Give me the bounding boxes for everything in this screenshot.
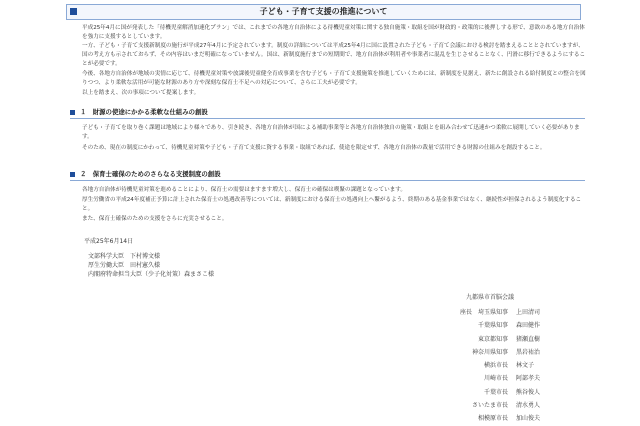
signatory-name: 黒岩祐治 (516, 348, 541, 356)
signatory-row (458, 346, 542, 359)
addressee: 内閣府特命担当大臣（少子化対策）森まさこ様 (88, 271, 215, 278)
section-square-icon (70, 110, 75, 115)
section-square-icon (70, 172, 75, 177)
signatory-name: 熊谷俊人 (516, 388, 541, 396)
signatory-row (458, 306, 542, 319)
signatory-group: 九都県市首脳会議 (466, 294, 515, 301)
signatory-table (458, 306, 542, 426)
page-title: 子ども・子育て支援の推進について (259, 7, 388, 16)
section-2-title: ２ 保育士確保のためのさらなる支援制度の創設 (80, 170, 221, 178)
signatory-row (458, 399, 542, 412)
section-2-paragraph-3: また、保育士確保のための支援をさらに充実させること。 (82, 216, 228, 222)
section-2-heading (70, 169, 585, 181)
signatory-role: 座長 埼玉県知事 (460, 309, 509, 316)
section-1-title: １ 財源の使途にかかる柔軟な仕組みの創設 (80, 108, 208, 116)
intro-paragraph-1: 平成25年4月に国が発表した「待機児童解消加速化プラン」では、これまでの各地方自治体による待機児童対策に関する独自施策・取組を国が財政的・政策的に後押しする形で、意欲のある地方自治体を強力に支援するとしています。 (82, 25, 585, 40)
signatory-row (458, 333, 542, 346)
signatory-name: 清水勇人 (516, 402, 541, 410)
signatory-name: 上田清司 (516, 309, 541, 316)
signatory-name: 加山俊夫 (516, 415, 541, 423)
signatory-row (458, 412, 542, 425)
signatory-name: 阿部孝夫 (516, 375, 541, 383)
document-date: 平成25年6月14日 (84, 238, 134, 245)
section-1-paragraph-1: 子ども・子育てを取り巻く課題は地域により様々であり、引き続き、各地方自治体が国による補助事業等と各地方自治体独自の施策・取組とを組み合わせて迅速かつ柔軟に展開していく必要があります。 (82, 125, 580, 140)
title-bar (66, 4, 581, 20)
section-1-heading (70, 107, 585, 119)
signatory-name: 森田健作 (516, 322, 541, 330)
intro-paragraph-2: 一方、子ども・子育て支援新制度の施行が平成27年4月に予定されています。制度の詳細については平成25年4月に国に設置された子ども・子育て会議における検討を踏まえることとされていますが、国の考え方も示されておらず、その内容はいまだ明確になっていません。国は、新制度施行までの短期間で、地方自治体が利用者や事業者に混乱を生じさせることなく、円滑に移行できるようにすることが必要です。 (82, 43, 586, 67)
signatory-name: 林文子 (516, 362, 535, 370)
section-2-paragraph-1: 各地方自治体が待機児童対策を進めることにより、保育士の需要はますます増大し、保育士の確保は喫緊の課題となっています。 (82, 187, 406, 193)
intro-paragraph-4: 以上を踏まえ、次の事項について提案します。 (82, 90, 200, 96)
signatory-role: 千葉市長 (484, 388, 509, 396)
intro-paragraph-3: 今後、各地方自治体が地域の実情に応じて、待機児童対策や放課後児童健全育成事業を含む子ども・子育て支援施策を推進していくためには、新制度を見据え、新たに創設される給付制度との整合を図りつつ、より柔軟な活用が可能な財源のあり方や深刻な保育士不足への対応について、さらに工夫が必要です。 (82, 71, 586, 86)
signatory-role: 相模原市長 (478, 415, 509, 423)
signatory-role: 川崎市長 (484, 375, 509, 383)
section-1-paragraph-2: そのため、現在の制度にかわって、待機児童対策や子ども・子育て支援に資する事業・取組であれば、使途を限定せず、各地方自治体の裁量で活用できる財源の仕組みを創設すること。 (82, 145, 546, 151)
addressee: 厚生労働大臣 田村憲久様 (88, 262, 161, 269)
signatory-name: 猪瀬直樹 (516, 335, 541, 343)
signatory-row (458, 319, 542, 332)
signatory-role: 東京都知事 (478, 335, 509, 343)
signatory-role: 千葉県知事 (478, 322, 509, 330)
signatory-role: さいたま市長 (472, 402, 509, 410)
addressee-list (88, 252, 214, 279)
signatory-row (458, 372, 542, 385)
addressee: 文部科学大臣 下村博文様 (88, 253, 161, 260)
section-2-paragraph-2: 厚生労働省の平成24年度補正予算に計上された保育士の処遇改善等については、新制度における保育士の処遇向上へ繋がるよう、終期のある基金事業ではなく、継続性が担保されるよう制度化すること。 (82, 197, 582, 212)
signatory-row (458, 359, 542, 372)
signatory-role: 横浜市長 (484, 362, 509, 370)
signatory-role: 神奈川県知事 (472, 348, 509, 356)
signatory-row (458, 386, 542, 399)
